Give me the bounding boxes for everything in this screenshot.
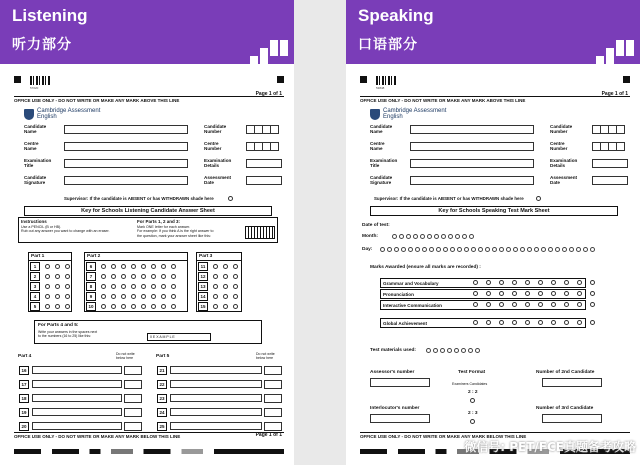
- test-format-label: Test Format: [458, 370, 486, 375]
- part3-box: [196, 252, 242, 312]
- cambridge-logo: Cambridge Assessment English: [370, 108, 446, 120]
- answer-field[interactable]: [32, 380, 122, 388]
- answer-row: 3: [29, 281, 71, 291]
- day-bubbles[interactable]: [380, 247, 597, 252]
- part4-rows: [18, 363, 142, 433]
- candidate-signature-field[interactable]: [410, 176, 534, 185]
- sheet-id: 57020: [30, 86, 39, 90]
- answer-row: 4: [29, 291, 71, 301]
- registration-mark: [623, 76, 630, 83]
- answer-row: 2: [29, 271, 71, 281]
- registration-mark: [277, 76, 284, 83]
- write-row: 25: [156, 419, 282, 433]
- example-word: 0 E X A M P L E: [147, 333, 211, 341]
- sheet-id: 53848: [376, 86, 385, 90]
- part2-label: Part 2: [85, 253, 187, 261]
- part5-label: Part 5: [156, 354, 170, 359]
- field-label: Assessment Date: [550, 175, 578, 186]
- answer-field[interactable]: [170, 422, 262, 430]
- cambridge-shield-icon: [370, 109, 380, 120]
- write-row: 16: [18, 363, 142, 377]
- cambridge-shield-icon: [24, 109, 34, 120]
- answer-row: 15: [197, 301, 241, 311]
- answer-row: 10: [85, 301, 187, 311]
- listening-title: Listening: [12, 6, 88, 25]
- answer-field[interactable]: [170, 394, 262, 402]
- answer-field[interactable]: [32, 394, 122, 402]
- registration-mark: [360, 76, 367, 83]
- option-c-bubble[interactable]: [65, 274, 70, 279]
- listening-answer-sheet: [14, 72, 284, 462]
- office-use-top: OFFICE USE ONLY - DO NOT WRITE OR MAKE ANY MARK ABOVE THIS LINE: [14, 96, 284, 103]
- assessor-number-field[interactable]: [370, 378, 430, 387]
- second-candidate-field[interactable]: [542, 378, 602, 387]
- part1-label: Part 1: [29, 253, 71, 261]
- answer-row: 11: [197, 261, 241, 271]
- sheet-title: Key for Schools Listening Candidate Answer Sheet: [24, 206, 272, 216]
- do-not-write-note: Do not write below here: [256, 352, 275, 360]
- write-row: 17: [18, 377, 142, 391]
- format-2-2-bubble[interactable]: [470, 398, 475, 403]
- option-a-bubble[interactable]: [45, 274, 50, 279]
- answer-row: 5: [29, 301, 71, 311]
- speaking-panel: [346, 0, 640, 465]
- office-use-bottom: OFFICE USE ONLY - DO NOT WRITE OR MAKE ANY MARK BELOW THIS LINE: [14, 432, 284, 439]
- instructions-box: [18, 217, 278, 243]
- part5-rows: [156, 363, 282, 433]
- interlocutor-number-field[interactable]: [370, 414, 430, 423]
- part1-box: [28, 252, 72, 312]
- field-label: Candidate Signature: [24, 175, 47, 186]
- absent-bubble[interactable]: [228, 196, 233, 201]
- speaking-mark-sheet: [360, 72, 630, 462]
- field-label: Centre Number: [550, 141, 568, 152]
- instructions-text: Use a PENCIL (B or HB). Rub out any answer you want to change with an eraser.: [21, 225, 110, 234]
- materials-bubbles[interactable]: [426, 348, 482, 353]
- barcode: [30, 76, 50, 85]
- write-row: 23: [156, 391, 282, 405]
- criterion-row: Interactive Communication: [380, 300, 586, 310]
- sheet-title: Key for Schools Speaking Test Mark Sheet: [370, 206, 618, 216]
- field-label: Examination Details: [550, 158, 578, 169]
- examination-details-field[interactable]: [592, 159, 628, 168]
- field-label: Examination Title: [24, 158, 52, 169]
- answer-field[interactable]: [170, 380, 262, 388]
- answer-field[interactable]: [170, 366, 262, 374]
- option-c-bubble[interactable]: [65, 304, 70, 309]
- office-use-top: OFFICE USE ONLY - DO NOT WRITE OR MAKE ANY MARK ABOVE THIS LINE: [360, 96, 630, 103]
- field-label: Centre Name: [370, 141, 385, 152]
- examination-details-field[interactable]: [246, 159, 282, 168]
- third-candidate-label: Number of 3rd Candidate: [536, 406, 594, 411]
- instructions-title: Instructions: [21, 219, 47, 224]
- option-a-bubble[interactable]: [45, 304, 50, 309]
- write-row: 20: [18, 419, 142, 433]
- format-2-3-bubble[interactable]: [470, 419, 475, 424]
- marks-awarded-label: Marks Awarded (ensure all marks are recorded) :: [370, 265, 481, 270]
- pencil-example-icon: [245, 226, 275, 239]
- field-label: Centre Number: [204, 141, 222, 152]
- second-candidate-label: Number of 2nd Candidate: [536, 370, 595, 375]
- option-a-bubble[interactable]: [45, 284, 50, 289]
- answer-field[interactable]: [170, 408, 262, 416]
- field-label: Candidate Number: [550, 124, 573, 135]
- format-2-3: 2 : 3: [468, 411, 478, 416]
- option-b-bubble[interactable]: [55, 284, 60, 289]
- header-decoration: [248, 40, 294, 64]
- write-row: 18: [18, 391, 142, 405]
- centre-number-field[interactable]: [246, 142, 278, 151]
- criterion-row: Grammar and Vocabulary: [380, 278, 586, 288]
- answer-row: 12: [197, 271, 241, 281]
- answer-row: 13: [197, 281, 241, 291]
- assessor-label: Assessor's number: [370, 370, 415, 375]
- third-candidate-field[interactable]: [542, 414, 602, 423]
- parts45-box: [34, 320, 262, 344]
- format-2-2: 2 : 2: [468, 390, 478, 395]
- write-row: 24: [156, 405, 282, 419]
- option-b-bubble[interactable]: [55, 294, 60, 299]
- option-a-bubble[interactable]: [45, 264, 50, 269]
- cambridge-logo: Cambridge Assessment English: [24, 108, 100, 120]
- field-label: Candidate Name: [370, 124, 393, 135]
- write-row: 21: [156, 363, 282, 377]
- criterion-row: Pronunciation: [380, 289, 586, 299]
- answer-row: 14: [197, 291, 241, 301]
- centre-name-field[interactable]: [64, 142, 188, 151]
- field-label: Examination Title: [370, 158, 398, 169]
- candidate-number-field[interactable]: [592, 125, 624, 134]
- barcode: [376, 76, 396, 85]
- timing-bar: [14, 449, 284, 454]
- candidate-number-field[interactable]: [246, 125, 278, 134]
- option-b-bubble[interactable]: [55, 304, 60, 309]
- candidate-name-field[interactable]: [64, 125, 188, 134]
- do-not-write-note: Do not write below here: [116, 352, 135, 360]
- centre-number-field[interactable]: [592, 142, 624, 151]
- header-decoration: [594, 40, 640, 64]
- examination-title-field[interactable]: [64, 159, 188, 168]
- registration-mark: [14, 76, 21, 83]
- assessment-date-field[interactable]: [246, 176, 282, 185]
- part4-label: Part 4: [18, 354, 32, 359]
- write-row: 19: [18, 405, 142, 419]
- speaking-title-zh: 口语部分: [358, 37, 418, 53]
- date-of-test-label: Date of test:: [362, 223, 390, 228]
- month-bubbles[interactable]: [392, 234, 476, 239]
- option-c-bubble[interactable]: [65, 294, 70, 299]
- candidate-signature-field[interactable]: [64, 176, 188, 185]
- part3-label: Part 3: [197, 253, 241, 261]
- month-label: Month:: [362, 234, 378, 239]
- answer-field[interactable]: [32, 408, 122, 416]
- option-c-bubble[interactable]: [65, 264, 70, 269]
- parts123-text: Mark ONE letter for each answer. For example: If you think A is the right answer to the question, mark your answer sheet like this:: [137, 225, 214, 238]
- answer-field[interactable]: [32, 366, 122, 374]
- write-row: 22: [156, 377, 282, 391]
- supervisor-note: Supervisor: If the candidate is ABSENT or has WITHDRAWN shade here: [374, 196, 524, 201]
- watermark: 微信号: PET/FCE真题备考攻略: [464, 440, 636, 454]
- supervisor-note: Supervisor: If the candidate is ABSENT or has WITHDRAWN shade here: [64, 196, 214, 201]
- page-number: Page 1 of 1: [601, 91, 628, 97]
- option-a-bubble[interactable]: [45, 294, 50, 299]
- answer-row: 1: [29, 261, 71, 271]
- answer-field[interactable]: [32, 422, 122, 430]
- candidate-name-field[interactable]: [410, 125, 534, 134]
- listening-panel: [0, 0, 294, 465]
- answer-row: 8: [85, 281, 187, 291]
- examination-title-field[interactable]: [410, 159, 534, 168]
- part2-box: [84, 252, 188, 312]
- option-c-bubble[interactable]: [65, 284, 70, 289]
- day-label: Day:: [362, 247, 373, 252]
- listening-title-zh: 听力部分: [12, 37, 72, 53]
- field-label: Assessment Date: [204, 175, 232, 186]
- listening-header-band: [0, 0, 294, 64]
- speaking-title: Speaking: [358, 6, 434, 25]
- answer-row: 6: [85, 261, 187, 271]
- examiners-candidates-label: Examiners Candidates: [452, 382, 488, 386]
- answer-row: 7: [85, 271, 187, 281]
- option-b-bubble[interactable]: [55, 264, 60, 269]
- parts45-text: Write your answers in the spaces next to the numbers (16 to 25) like this:: [38, 330, 98, 339]
- centre-name-field[interactable]: [410, 142, 534, 151]
- office-use-bottom: OFFICE USE ONLY - DO NOT WRITE OR MAKE ANY MARK BELOW THIS LINE: [360, 432, 630, 439]
- page-number: Page 1 of 1: [255, 91, 282, 97]
- field-label: Centre Name: [24, 141, 39, 152]
- parts45-title: For Parts 4 and 5:: [38, 323, 79, 328]
- field-label: Candidate Name: [24, 124, 47, 135]
- absent-bubble[interactable]: [536, 196, 541, 201]
- field-label: Candidate Signature: [370, 175, 393, 186]
- page-number: Page 1 of 1: [255, 432, 282, 438]
- speaking-header-band: [346, 0, 640, 64]
- answer-row: 9: [85, 291, 187, 301]
- materials-label: Test materials used:: [370, 348, 417, 353]
- interlocutor-label: Interlocutor's number: [370, 406, 420, 411]
- option-b-bubble[interactable]: [55, 274, 60, 279]
- field-label: Examination Details: [204, 158, 232, 169]
- criterion-row: Global Achievement: [380, 318, 586, 328]
- parts123-title: For Parts 1, 2 and 3:: [137, 219, 181, 224]
- field-label: Candidate Number: [204, 124, 227, 135]
- assessment-date-field[interactable]: [592, 176, 628, 185]
